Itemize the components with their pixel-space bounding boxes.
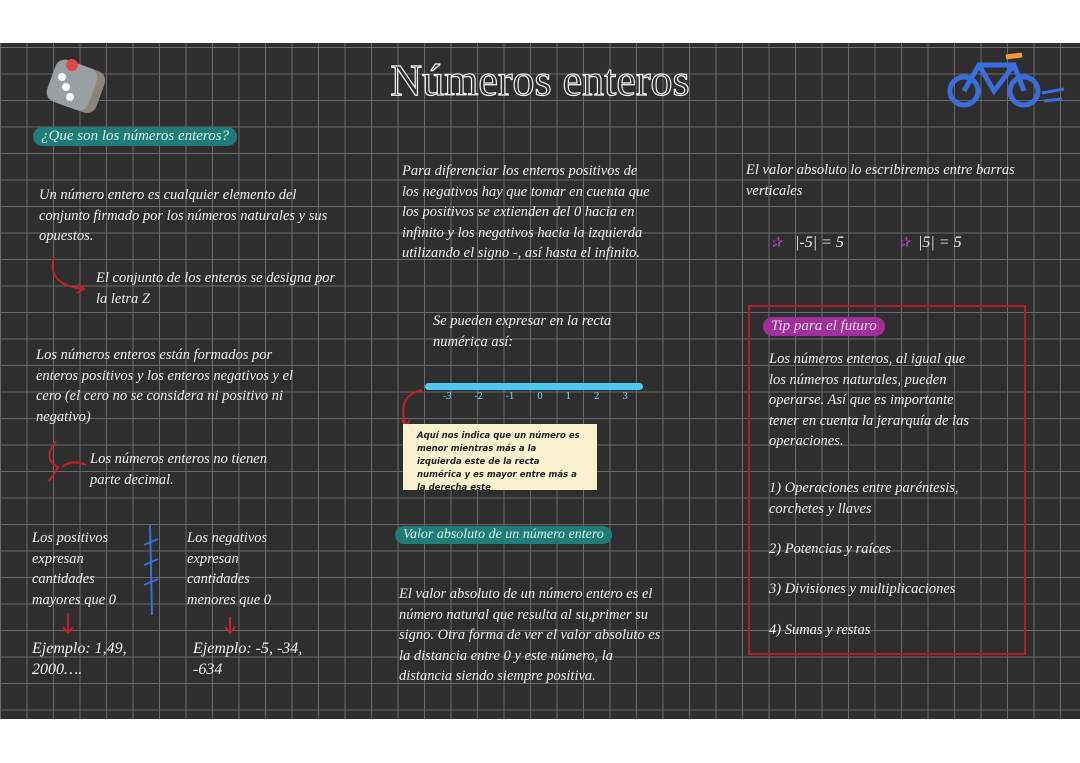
sticky-note: Aquí nos indica que un número es menor mientras más a la izquierda este de la recta numérica y es mayor entre más a la derecha este (403, 424, 597, 490)
section-heading: ¿Que son los números enteros? (33, 127, 237, 146)
star-icon: ✰ (770, 235, 783, 251)
positives-example: Ejemplo: 1,49, 2000…. (32, 640, 127, 678)
arrow-down-icon (222, 617, 242, 637)
tick-label: -3 (443, 392, 452, 402)
tip-text: Los números enteros, al igual que los números naturales, pueden operarse. Así que es importante tener en cuenta la jerarquía de las operaciones. (769, 351, 970, 449)
tick-label: 0 (537, 392, 543, 402)
slide (0, 43, 1080, 719)
section-heading: Valor absoluto de un número entero (395, 526, 612, 544)
tick-label: 3 (622, 392, 628, 402)
star-icon: ✰ (898, 235, 911, 251)
operation-item: 4) Sumas y restas (769, 622, 871, 638)
difference-text: Para diferenciar los enteros positivos de los negativos hay que tomar en cuenta que los positivos se extienden del 0 hacia en infinito y los negativos hacia la izquierda utilizando el signo -, así hasta el infinito. (402, 163, 650, 261)
page-title: Números enteros (390, 56, 690, 105)
absolute-value-text: El valor absoluto de un número entero es el número natural que resulta al su,primer su signo. Otra forma de ver el valor absoluto es la distancia entre 0 y este número, la distancia siendo siempre positiva. (399, 586, 661, 684)
set-z-text: El conjunto de los enteros se designa por la letra Z (96, 270, 336, 307)
arrow-icon (42, 439, 92, 483)
definition-text: Un número entero es cualquier elemento del conjunto firmado por los números naturales y sus opuestos. (39, 187, 328, 244)
bicycle-icon (944, 51, 1074, 111)
example-1: |-5| = 5 (795, 234, 844, 251)
tick-label: 1 (565, 392, 572, 402)
tip-heading: Tip para el futuro (763, 317, 885, 336)
tick-label: -2 (474, 392, 484, 402)
divider-icon (140, 525, 164, 617)
negatives-example: Ejemplo: -5, -34, -634 (193, 640, 303, 678)
no-decimal-text: Los números enteros no tienen parte decimal. (90, 451, 267, 488)
arrow-down-icon (60, 613, 80, 637)
negatives-text: Los negativos expresan cantidades menores que 0 (187, 530, 272, 608)
example-2: |5| = 5 (918, 234, 962, 251)
operation-item: 1) Operaciones entre paréntesis, corchetes y llaves (769, 480, 959, 517)
operation-item: 2) Potencias y raíces (769, 541, 892, 557)
tick-label: 2 (593, 392, 600, 402)
number-line-ticks (443, 378, 628, 402)
checklist-icon (44, 55, 114, 115)
number-line-intro: Se pueden expresar en la recta numérica así: (433, 313, 612, 350)
composition-text: Los números enteros están formados por enteros positivos y los enteros negativos y el cero (el cero no se considera ni positivo ni negativo) (36, 347, 294, 425)
arrow-icon (44, 255, 94, 295)
absolute-notation-text: El valor absoluto lo escribiremos entre barras verticales (746, 162, 1015, 199)
positives-text: Los positivos expresan cantidades mayores que 0 (32, 530, 117, 608)
tick-label: -1 (505, 392, 515, 402)
operation-item: 3) Divisiones y multiplicaciones (769, 581, 956, 597)
